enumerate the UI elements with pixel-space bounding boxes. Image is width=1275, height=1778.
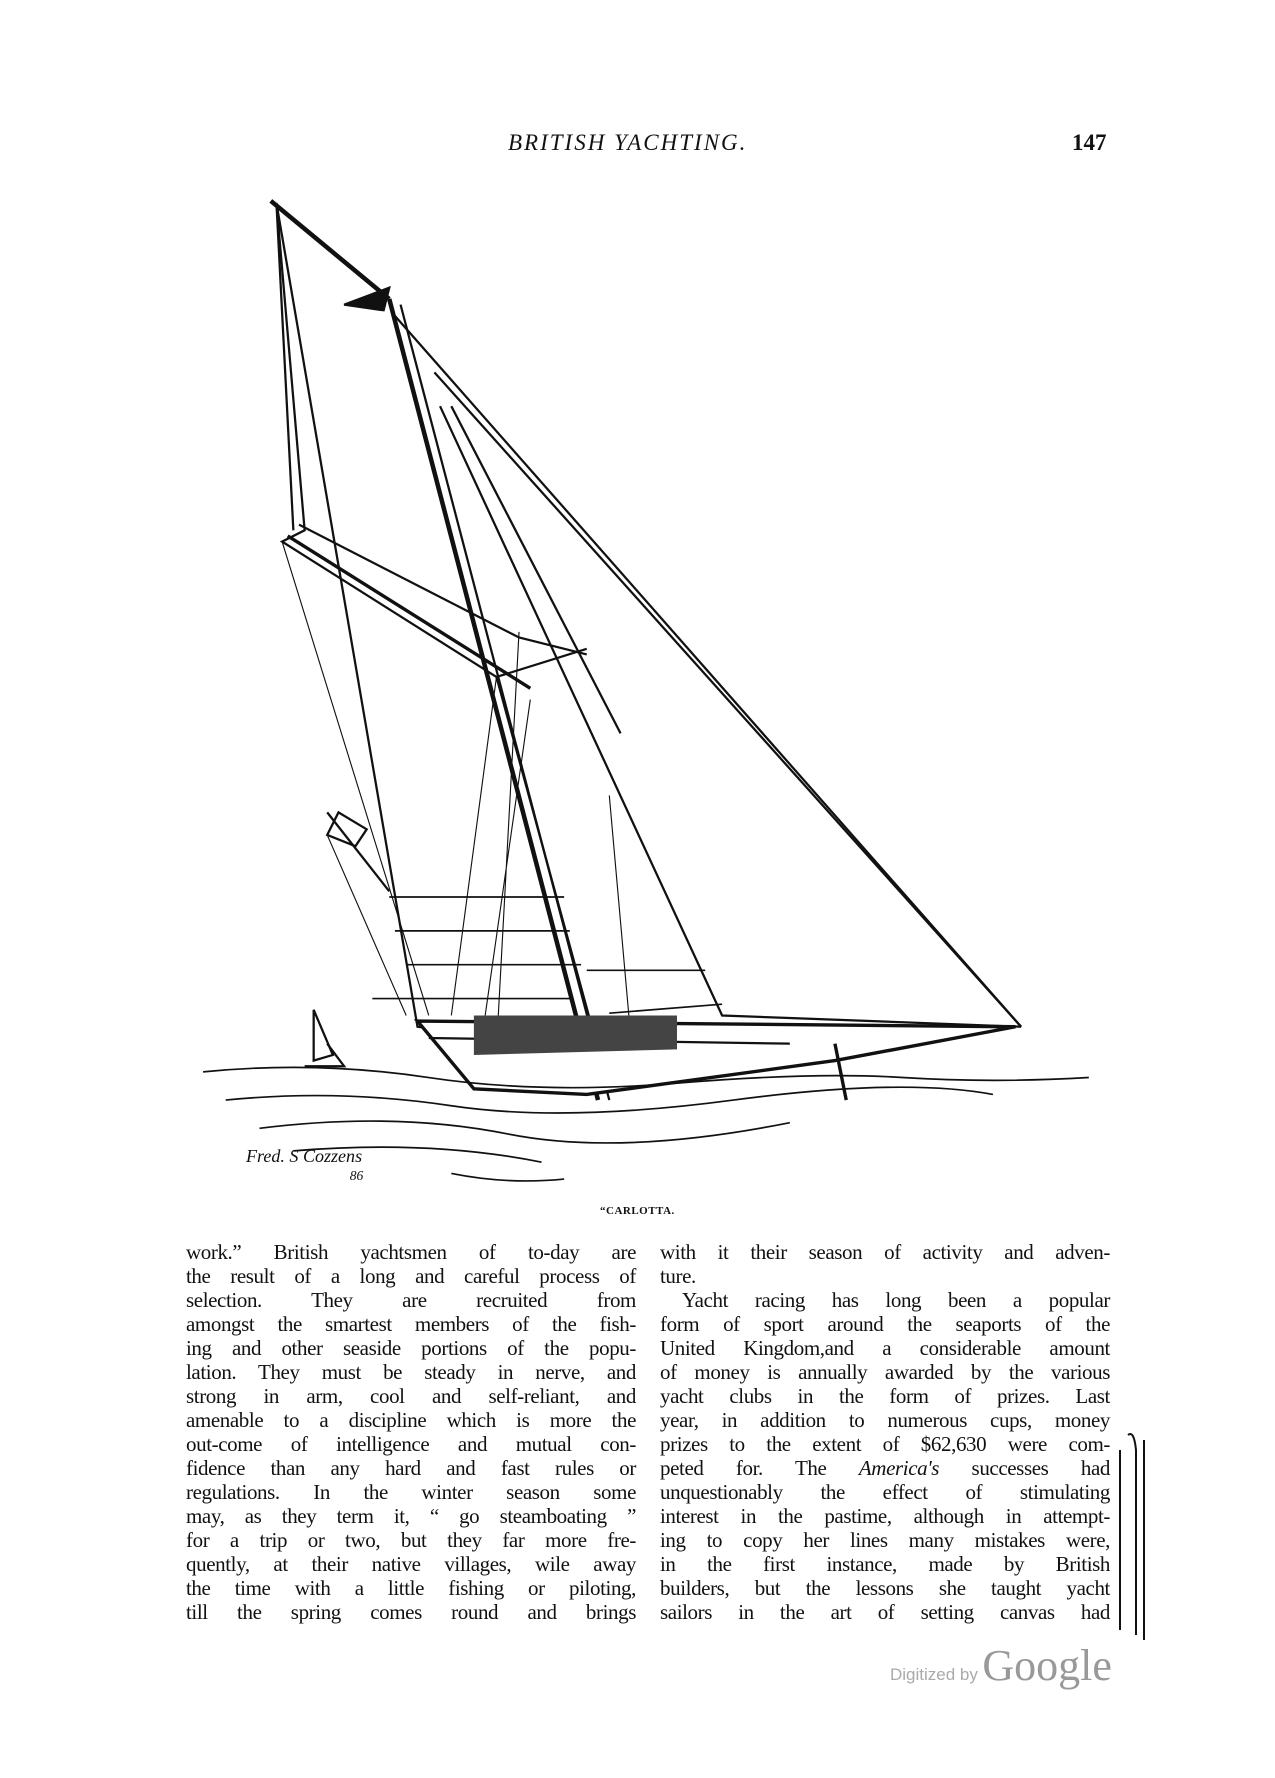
text-line: amenable to a discipline which is more the — [186, 1408, 636, 1432]
text-line: the result of a long and careful process of — [186, 1264, 636, 1288]
watermark-prefix: Digitized by — [890, 1665, 978, 1684]
text-line: regulations. In the winter season some — [186, 1480, 636, 1504]
right-column — [660, 1240, 1110, 1624]
page-number: 147 — [1072, 130, 1107, 155]
digitized-by-google-watermark — [890, 1640, 1112, 1691]
text-line: fidence than any hard and fast rules or — [186, 1456, 636, 1480]
text-line: in the first instance, made by British — [660, 1552, 1110, 1576]
text-line: of money is annually awarded by the various — [660, 1360, 1110, 1384]
ensign — [327, 812, 389, 891]
text-line: ing to copy her lines many mistakes were, — [660, 1528, 1110, 1552]
text-run: successes had — [971, 1456, 1110, 1480]
text-line: strong in arm, cool and self-reliant, and — [186, 1384, 636, 1408]
text-line: yacht clubs in the form of prizes. Last — [660, 1384, 1110, 1408]
distant-sail — [305, 1010, 344, 1066]
text-line: for a trip or two, but they far more fre- — [186, 1528, 636, 1552]
text-line: amongst the smartest members of the fish- — [186, 1312, 636, 1336]
google-logo: Google — [982, 1641, 1112, 1690]
text-line: prizes to the extent of $62,630 were com- — [660, 1432, 1110, 1456]
text-line: United Kingdom,and a considerable amount — [660, 1336, 1110, 1360]
text-line: with it their season of activity and adven- — [660, 1240, 1110, 1264]
text-line: sailors in the art of setting canvas had — [660, 1600, 1110, 1624]
text-line: Yacht racing has long been a popular — [682, 1288, 1110, 1312]
text-line: may, as they term it, “ go steamboating ” — [186, 1504, 636, 1528]
text-line — [660, 1456, 1110, 1480]
text-line: selection. They are recruited from — [186, 1288, 636, 1312]
artist-signature: Fred. S Cozzens — [245, 1146, 363, 1167]
text-line: quently, at their native villages, wile away — [186, 1552, 636, 1576]
text-line: out-come of intelligence and mutual con- — [186, 1432, 636, 1456]
text-line: builders, but the lessons she taught yacht — [660, 1576, 1110, 1600]
text-line: ing and other seaside portions of the popu- — [186, 1336, 636, 1360]
ship-name-italic: America's — [858, 1456, 940, 1480]
text-line: year, in addition to numerous cups, money — [660, 1408, 1110, 1432]
text-line: lation. They must be steady in nerve, and — [186, 1360, 636, 1384]
text-line: the time with a little fishing or piloting, — [186, 1576, 636, 1600]
running-title: BRITISH YACHTING. — [508, 130, 748, 155]
figure-caption: “CARLOTTA. — [600, 1205, 675, 1217]
margin-marks — [1112, 1430, 1148, 1640]
text-line: form of sport around the seaports of the — [660, 1312, 1110, 1336]
text-line: till the spring comes round and brings — [186, 1600, 636, 1624]
text-line: interest in the pastime, although in attempt- — [660, 1504, 1110, 1528]
left-column — [186, 1240, 636, 1624]
text-run: peted for. The — [660, 1456, 827, 1480]
text-line: unquestionably the effect of stimulating — [660, 1480, 1110, 1504]
pennant — [344, 288, 389, 311]
text-line: ture. — [660, 1264, 696, 1288]
svg-text:86: 86 — [349, 1168, 364, 1184]
text-line: work.” British yachtsmen of to-day are — [186, 1240, 636, 1264]
